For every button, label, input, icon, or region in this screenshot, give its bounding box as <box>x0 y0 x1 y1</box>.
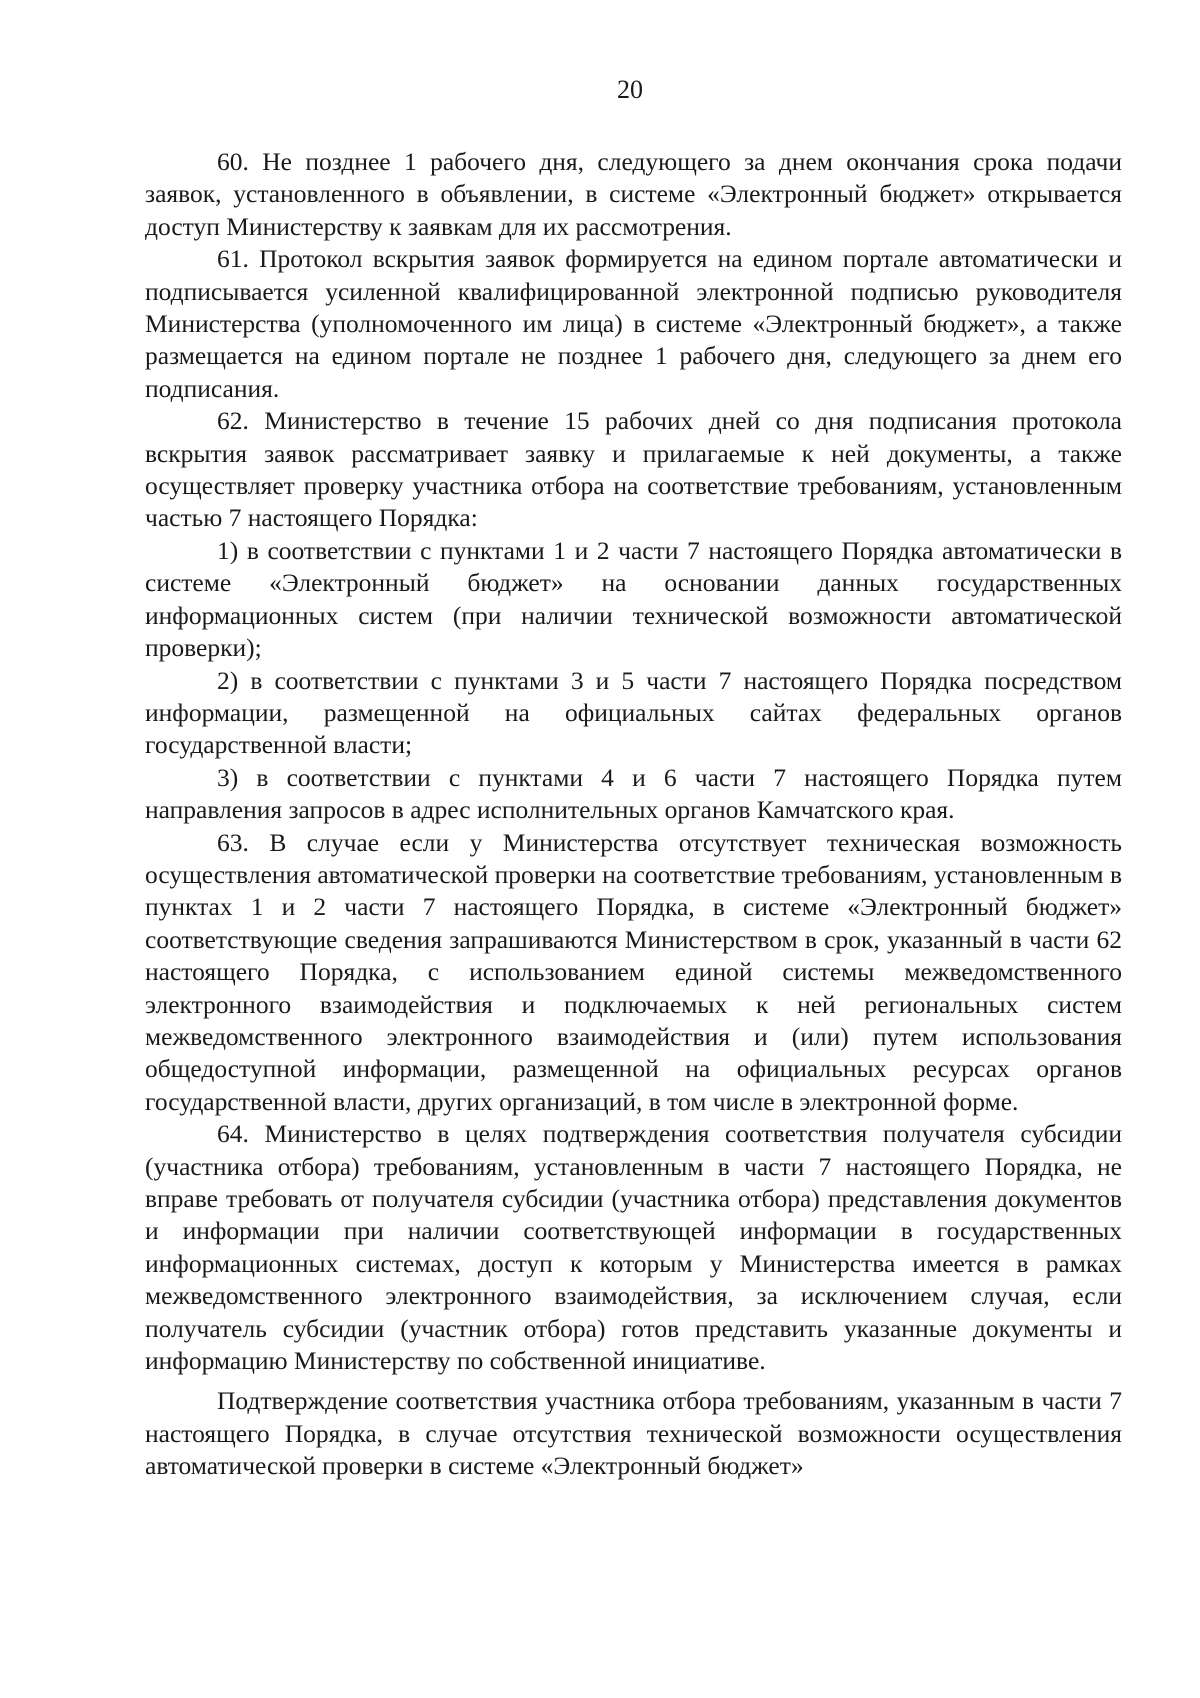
paragraph-62-item-3: 3) в соответствии с пунктами 4 и 6 части 7 настоящего Порядка путем направления запросов в адрес исполнительных органов Камчатского края. <box>145 762 1122 825</box>
paragraph-64: 64. Министерство в целях подтверждения соответствия получателя субсидии (участника отбора) требованиям, установленным в части 7 настоящего Порядка, не вправе требовать от получателя субсидии (участника отбора) представления документов и информации при наличии соответствующей информации в государственных информационных системах, доступ к которым у Министерства имеется в рамках межведомственного электронного взаимодействия, за исключением случая, если получатель субсидии (участник отбора) готов представить указанные документы и информацию Министерству по собственной инициативе. <box>145 1119 1122 1376</box>
paragraph-61: 61. Протокол вскрытия заявок формируется на едином портале автоматически и подписывается усиленной квалифицированной электронной подписью руководителя Министерства (уполномоченного им лица) в системе «Электронный бюджет», а также размещается на едином портале не позднее 1 рабочего дня, следующего за днем его подписания. <box>145 244 1122 403</box>
page-number: 20 <box>617 75 643 104</box>
paragraph-62-item-2: 2) в соответствии с пунктами 3 и 5 части 7 настоящего Порядка посредством информации, размещенной на официальных сайтах федеральных органов государственной власти; <box>145 665 1122 760</box>
paragraph-62: 62. Министерство в течение 15 рабочих дней со дня подписания протокола вскрытия заявок рассматривает заявку и прилагаемые к ней документы, а также осуществляет проверку участника отбора на соответствие требованиям, установленным частью 7 настоящего Порядка: <box>145 406 1122 533</box>
paragraph-62-item-1: 1) в соответствии с пунктами 1 и 2 части 7 настоящего Порядка автоматически в системе «Электронный бюджет» на основании данных государственных информационных систем (при наличии технической возможности автоматической проверки); <box>145 535 1122 663</box>
paragraph-63: 63. В случае если у Министерства отсутствует техническая возможность осуществления автоматической проверки на соответствие требованиям, установленным в пунктах 1 и 2 части 7 настоящего Порядка, в системе «Электронный бюджет» соответствующие сведения запрашиваются Министерством в срок, указанный в части 62 настоящего Порядка, с использованием единой системы межведомственного электронного взаимодействия и подключаемых к ней региональных систем межведомственного электронного взаимодействия и (или) путем использования общедоступной информации, размещенной на официальных ресурсах органов государственной власти, других организаций, в том числе в электронной форме. <box>145 827 1122 1116</box>
document-body <box>145 146 1122 1483</box>
paragraph-confirmation: Подтверждение соответствия участника отбора требованиям, указанным в части 7 настоящего Порядка, в случае отсутствия технической возможности осуществления автоматической проверки в системе «Электронный бюджет» <box>145 1386 1122 1481</box>
paragraph-60: 60. Не позднее 1 рабочего дня, следующего за днем окончания срока подачи заявок, установленного в объявлении, в системе «Электронный бюджет» открывается доступ Министерству к заявкам для их рассмотрения. <box>145 147 1122 241</box>
